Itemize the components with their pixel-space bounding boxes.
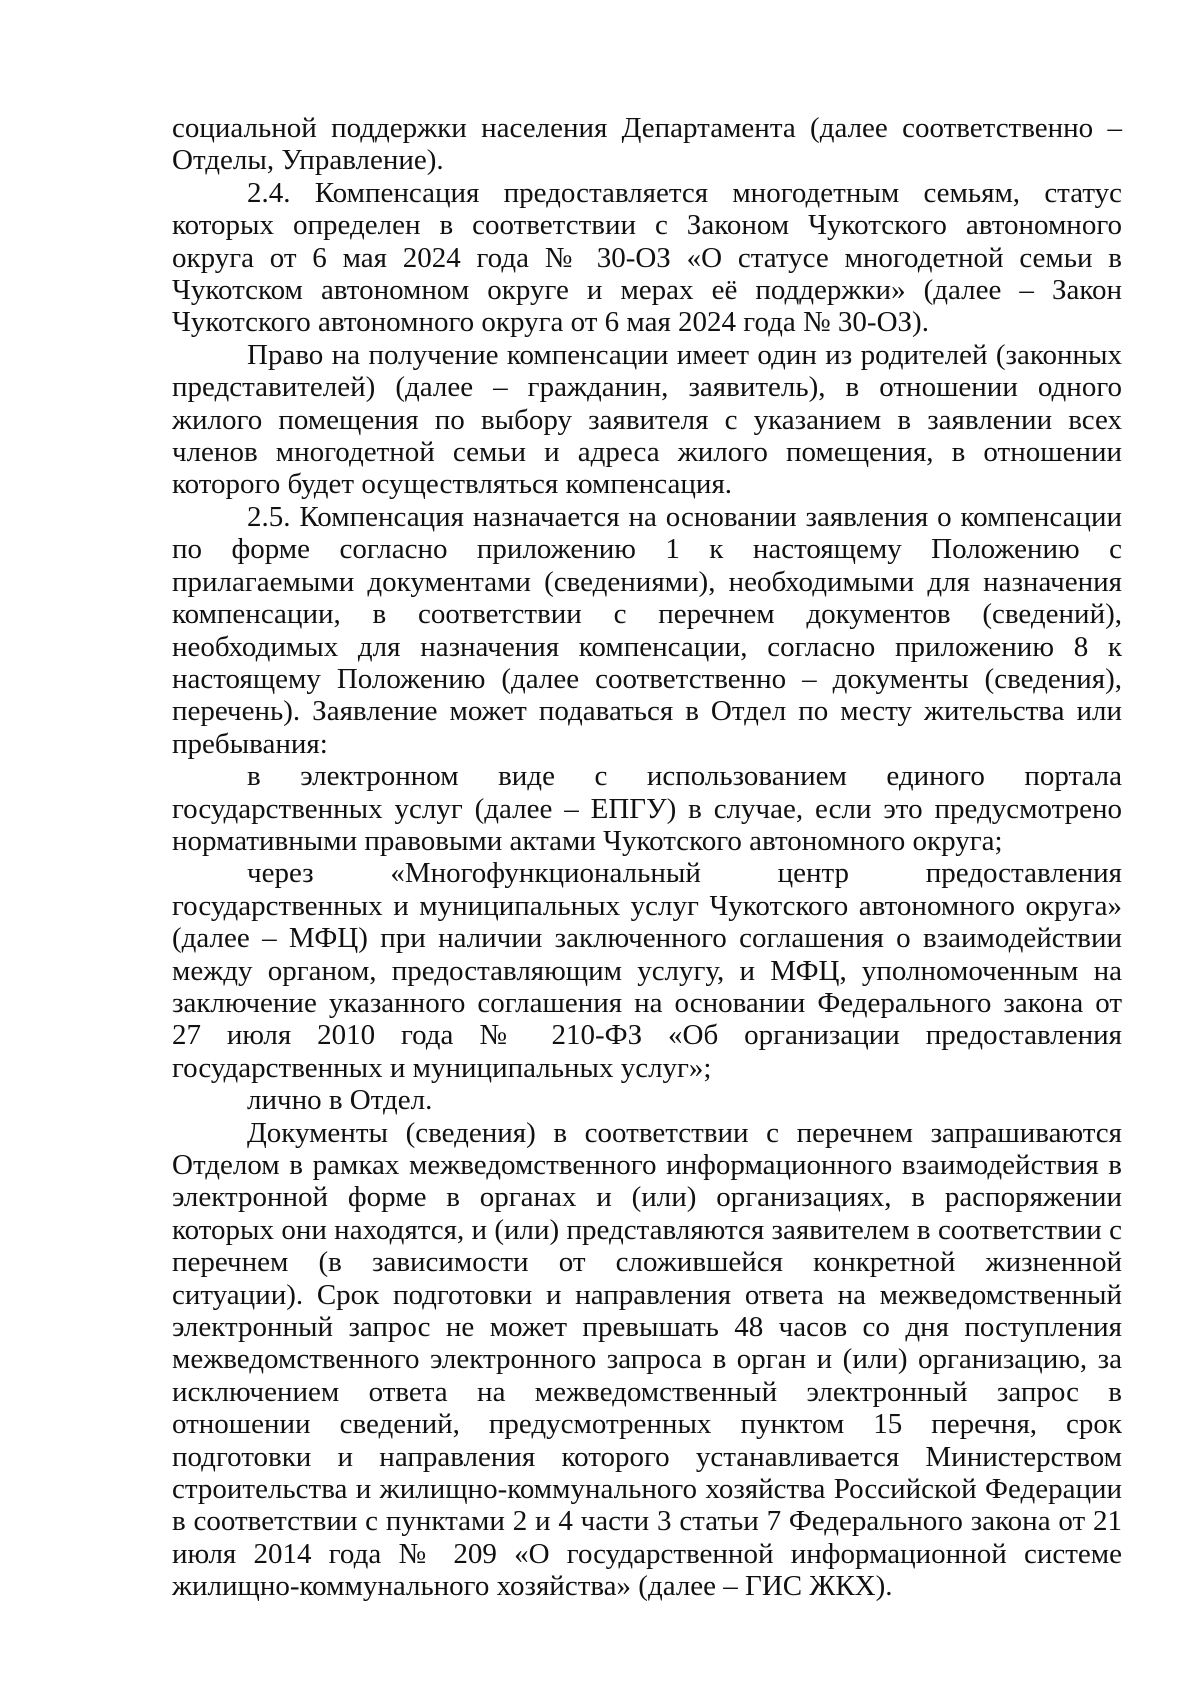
list-item-mfc: через «Многофункциональный центр предоставления государственных и муниципальных услуг Чукотского автономного округа» (далее – МФЦ) при наличии заключенного соглашения о взаимодействии между органом, предоставляющим услугу, и МФЦ, уполномоченным на заключение указанного соглашения на основании Федерального закона от 27 июля 2010 года № 210-ФЗ «Об организации предоставления государственных и муниципальных услуг»; xyxy=(172,857,1122,1084)
paragraph-right-to-compensation: Право на получение компенсации имеет один из родителей (законных представителей) (далее – гражданин, заявитель), в отношении одного жилого помещения по выбору заявителя с указанием в заявлении всех членов многодетной семьи и адреса жилого помещения, в отношении которого будет осуществляться компенсация. xyxy=(172,338,1122,501)
paragraph-2-4: 2.4. Компенсация предоставляется многодетным семьям, статус которых определен в соответствии с Законом Чукотского автономного округа от 6 мая 2024 года № 30-ОЗ «О статусе многодетной семьи в Чукотском автономном округе и мерах её поддержки» (далее – Закон Чукотского автономного округа от 6 мая 2024 года № 30-ОЗ). xyxy=(172,176,1122,339)
document-page xyxy=(172,112,1122,1603)
paragraph-documents: Документы (сведения) в соответствии с перечнем запрашиваются Отделом в рамках межведомственного информационного взаимодействия в электронной форме в органах и (или) организациях, в распоряжении которых они находятся, и (или) представляются заявителем в соответствии с перечнем (в зависимости от сложившейся конкретной жизненной ситуации). Срок подготовки и направления ответа на межведомственный электронный запрос не может превышать 48 часов со дня поступления межведомственного электронного запроса в орган и (или) организацию, за исключением ответа на межведомственный электронный запрос в отношении сведений, предусмотренных пунктом 15 перечня, срок подготовки и направления которого устанавливается Министерством строительства и жилищно-коммунального хозяйства Российской Федерации в соответствии с пунктами 2 и 4 части 3 статьи 7 Федерального закона от 21 июля 2014 года № 209 «О государственной информационной системе жилищно-коммунального хозяйства» (далее – ГИС ЖКХ). xyxy=(172,1116,1122,1603)
list-item-in-person: лично в Отдел. xyxy=(247,1084,433,1117)
paragraph-continuation: социальной поддержки населения Департамента (далее соответственно – Отделы, Управление). xyxy=(172,112,1122,177)
list-item-epgu: в электронном виде с использованием единого портала государственных услуг (далее – ЕПГУ) в случае, если это предусмотрено нормативными правовыми актами Чукотского автономного округа; xyxy=(172,760,1122,857)
paragraph-2-5: 2.5. Компенсация назначается на основании заявления о компенсации по форме согласно приложению 1 к настоящему Положению с прилагаемыми документами (сведениями), необходимыми для назначения компенсации, в соответствии с перечнем документов (сведений), необходимых для назначения компенсации, согласно приложению 8 к настоящему Положению (далее соответственно – документы (сведения), перечень). Заявление может подаваться в Отдел по месту жительства или пребывания: xyxy=(172,500,1122,760)
